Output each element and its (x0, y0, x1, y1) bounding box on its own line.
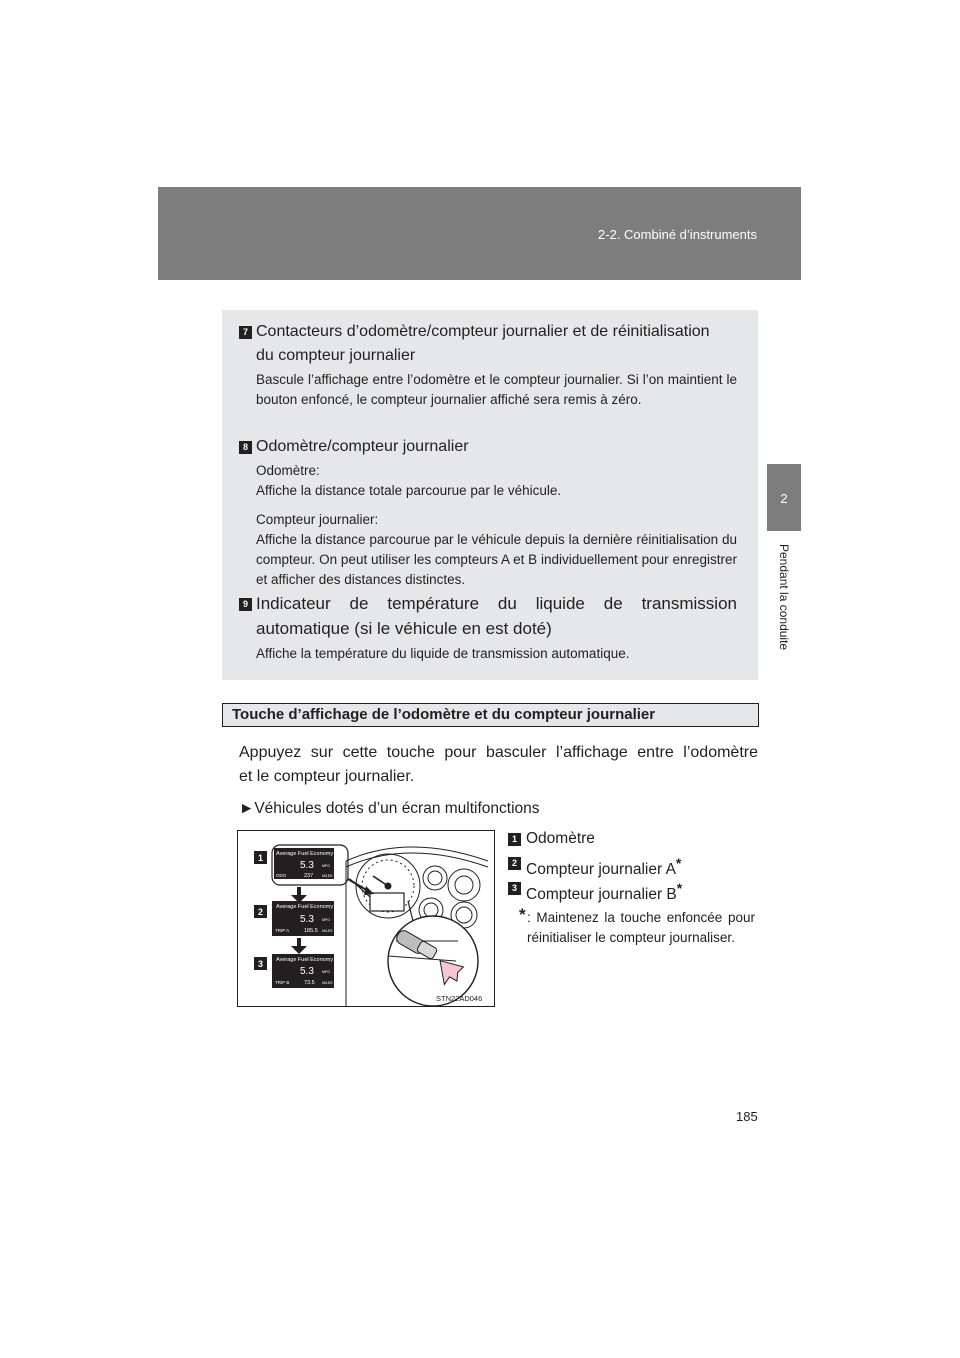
figure-panel-1-heading: Average Fuel Economy (276, 851, 334, 857)
page-number: 185 (736, 1109, 758, 1124)
figure-panel-2-row-label: TRIP A (275, 928, 290, 933)
section-heading-text: Touche d’affichage de l’odomètre et du compteur journalier (232, 706, 656, 723)
item-8-trip-label: Compteur journalier: (256, 512, 379, 527)
legend-label-3-wrap (526, 878, 682, 905)
section-header-label: 2-2. Combiné d’instruments (598, 227, 757, 242)
figure-panel-1-row-unit: MILES (322, 874, 333, 878)
item-8-badge: 8 (239, 441, 252, 454)
figure-panel-2 (254, 901, 334, 936)
footnote-marker: * (519, 905, 526, 924)
figure-panel-3-value: 5.3 (300, 966, 314, 977)
figure-panel-1-row-label: ODO (276, 873, 287, 878)
legend-star-3: * (676, 880, 683, 896)
figure-panel-3-heading: Average Fuel Economy (276, 957, 334, 963)
vehicle-bullet: ►Véhicules dotés d’un écran multifonctions (239, 800, 540, 817)
chapter-side-label (774, 544, 794, 674)
legend-label-1: Odomètre (526, 830, 595, 847)
item-9-title-line1: Indicateur de température du liquide de transmission (256, 594, 737, 613)
item-9-description: Affiche la température du liquide de transmission automatique. (256, 646, 630, 661)
figure-panel-3-row-value: 73.5 (304, 980, 315, 986)
legend-star-2: * (675, 855, 682, 871)
legend-label-2: Compteur journalier A (526, 861, 676, 879)
figure-panel-2-heading: Average Fuel Economy (276, 904, 334, 910)
legend-label-2-wrap (526, 853, 681, 880)
figure-panel-2-row-unit: MILES (322, 929, 333, 933)
item-7-title-line2: du compteur journalier (256, 347, 416, 364)
chapter-tab (767, 464, 801, 531)
item-7-description: Bascule l’affichage entre l’odomètre et le compteur journalier. Si l’on maintient le bouton enfoncé, le compteur journalier affiché sera remis à zéro. (256, 372, 737, 407)
instrument-figure (237, 830, 495, 1007)
figure-panel-1-badge: 1 (257, 853, 264, 863)
legend-badge-1: 1 (508, 833, 521, 846)
legend-label-3: Compteur journalier B (526, 886, 677, 904)
item-8-odometer-label: Odomètre: (256, 463, 320, 478)
item-8-odometer-desc: Affiche la distance totale parcourue par le véhicule. (256, 483, 562, 498)
figure-panel-1-row-value: 237 (304, 873, 314, 879)
legend-badge-3: 3 (508, 882, 521, 895)
legend-badge-2: 2 (508, 857, 521, 870)
figure-code: STN22AD046 (436, 994, 483, 1003)
button-callout (388, 916, 478, 1006)
figure-panel-1-unit: MPG (322, 864, 330, 868)
figure-panel-3-unit: MPG (322, 970, 330, 974)
figure-panel-3-row-label: TRIP B (275, 980, 290, 985)
intro-line-2: et le compteur journalier. (239, 768, 415, 785)
figure-panel-3-badge: 3 (257, 959, 264, 969)
item-7-badge: 7 (239, 326, 252, 339)
figure-panel-3-row-unit: MILES (322, 981, 333, 985)
intro-line-1: Appuyez sur cette touche pour basculer l’affichage entre l’odomètre (239, 744, 758, 761)
footnote-text: : Maintenez la touche enfoncée pour réinitialiser le compteur journaliser. (527, 910, 755, 945)
figure-panel-2-row-value: 185.5 (304, 928, 318, 934)
chapter-side-label-text: Pendant la conduite (777, 544, 791, 651)
figure-panel-3 (254, 954, 334, 988)
chapter-header (158, 187, 801, 280)
item-9-badge: 9 (239, 598, 252, 611)
figure-panel-1-value: 5.3 (300, 860, 314, 871)
item-8-title: Odomètre/compteur journalier (256, 438, 469, 455)
figure-panel-2-badge: 2 (257, 907, 264, 917)
figure-panel-2-unit: MPG (322, 918, 330, 922)
figure-arrow-down-1 (291, 887, 307, 903)
chapter-tab-number: 2 (780, 491, 788, 506)
figure-panel-2-value: 5.3 (300, 914, 314, 925)
figure-illustration (238, 831, 494, 1006)
section-heading (222, 703, 759, 727)
item-8-trip-desc: Affiche la distance parcourue par le véhicule depuis la dernière réinitialisation du compteur. On peut utiliser les compteurs A et B individuellement pour enregistrer et afficher des distances distinctes. (256, 532, 737, 587)
figure-arrow-down-2 (291, 938, 307, 954)
item-9-title-line2: automatique (si le véhicule en est doté) (256, 619, 552, 638)
figure-panel-1 (254, 845, 348, 885)
item-7-title-line1: Contacteurs d’odomètre/compteur journalier et de réinitialisation (256, 323, 710, 340)
